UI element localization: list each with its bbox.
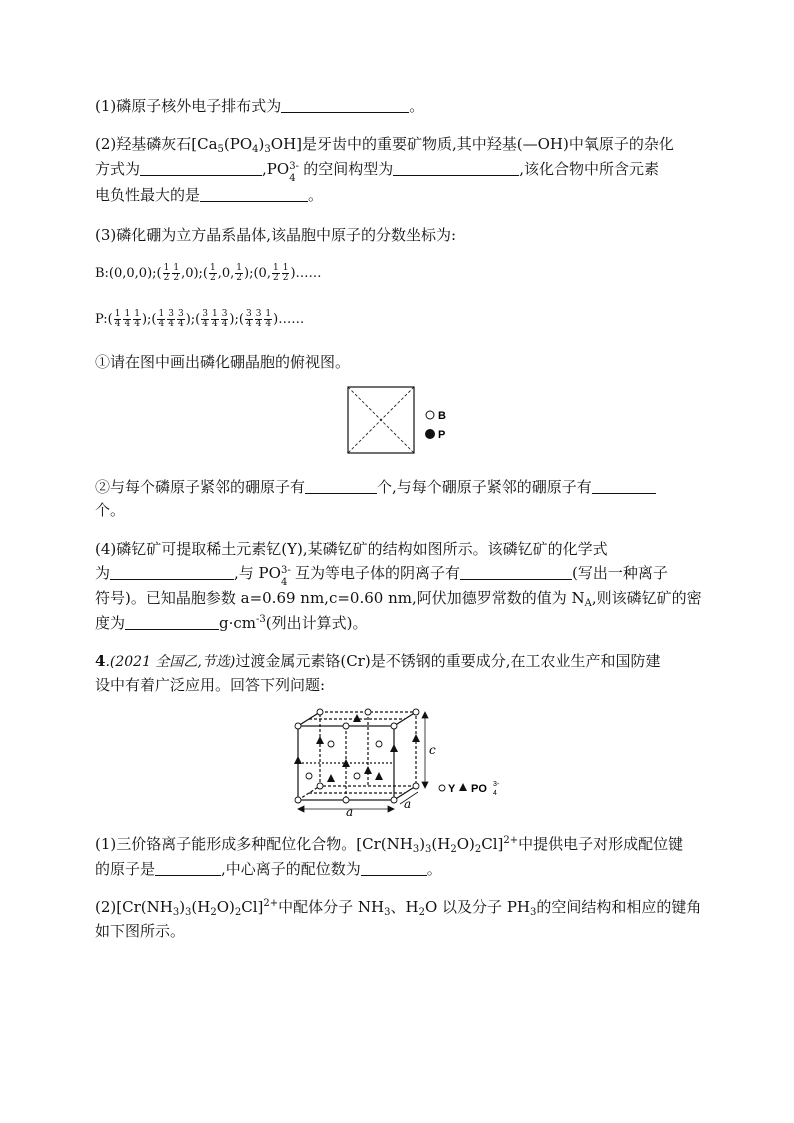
problem-source: .(2021 全国乙,节选) [105,654,236,670]
legend-b: B [438,410,446,422]
q4-line2: 为 ,与 PO 3- 4 互为等电子体的阴离子有 (写出一种离子 [95,564,668,588]
legend-y: Y [448,783,456,795]
label-c: c [429,743,436,757]
top-view-diagram [345,384,455,458]
answer-blank[interactable] [125,615,219,630]
p1-line1: (1)三价铬离子能形成多种配位化合物。$[Cr(NH_3)_3(H_2O)_2Cl]^{2+}$中提供电子对形成配位键 [95,835,684,855]
answer-blank[interactable] [200,187,308,202]
p1-line2: 的原子是 ,中心离子的配位数为 。 [95,860,442,878]
p2-line2: 如下图所示。 [95,922,186,940]
svg-text:4: 4 [493,790,497,797]
legend-po4: PO [471,783,487,795]
answer-blank[interactable] [281,98,409,113]
po4-legend-icon [459,783,467,791]
answer-blank[interactable] [140,161,262,176]
legend-p: P [438,429,446,441]
phosphorus-legend-icon [425,429,435,439]
label-a: a [346,805,354,816]
answer-blank[interactable] [361,861,427,876]
q3-sub2-line2: 个。 [95,501,126,519]
q3-p-coords: P:( $\frac{1}{4}$ $\frac{1}{4}$ $\frac{1}{4}$ );( $\frac{1}{4}$ $\frac{3}{4}$ $\frac{3}{4}$ );( $\frac{3}{4}$ $\frac{1}{4}$ $\frac{3}{4}$ );( $\frac{3}{4}$ $\frac{3}{4}$ $\frac{1}{4}$ )…… [95,309,305,329]
q3-sub1: ①请在图中画出磷化硼晶胞的俯视图。 [95,353,351,371]
q2-line2: 方式为 ,PO 3- 4 的空间构型为 ,该化合物中所含元素 [95,160,659,184]
q4-line3: 符号)。已知晶胞参数 a=0.69 nm,c=0.60 nm,阿伏加德罗常数的值为 $N_A$,则该磷钇矿的密 [95,589,702,609]
svg-text:3-: 3- [493,781,500,788]
q3-b-coords: B:(0,0,0);( $\frac{1}{2}$ $\frac{1}{2}$ ,0);( $\frac{1}{2}$ ,0, $\frac{1}{2}$ );(0, $\frac{1}{2}$ $\frac{1}{2}$ )…… [95,263,322,283]
q2-line1: (2)羟基磷灰石$[Ca_5(PO_4)_3OH]$是牙齿中的重要矿物质,其中羟基(—OH)中氧原子的杂化 [95,135,674,155]
q4-line1: (4)磷钇矿可提取稀土元素钇(Y),某磷钇矿的结构如图所示。该磷钇矿的化学式 [95,540,608,558]
p2-line1: $(2)[Cr(NH_3)_3(H_2O)_2Cl]^{2+}$中配体分子 $NH_3$、$H_2O$ 以及分子 $PH_3$的空间结构和相应的键角 [95,898,702,918]
problem-number: 4 [95,652,106,670]
diagonal-line [348,387,414,453]
answer-blank[interactable] [460,565,572,580]
y-legend-icon [439,785,445,791]
problem4-line1: 4.(2021 全国乙,节选)过渡金属元素铬(Cr)是不锈钢的重要成分,在工农业生产和国防建 [95,652,661,670]
crystal-structure-diagram [290,704,510,816]
q3-intro: (3)磷化硼为立方晶系晶体,该晶胞中原子的分数坐标为: [95,226,457,244]
problem4-line2: 设中有着广泛应用。回答下列问题: [95,676,326,694]
q2-line3: 电负性最大的是 。 [95,186,324,204]
answer-blank[interactable] [393,161,519,176]
answer-blank[interactable] [305,479,377,494]
q4-line4: 度为 $g\cdot cm^{-3}$(列出计算式)。 [95,614,368,632]
q1-line: (1)磷原子核外电子排布式为 。 [95,97,425,115]
q1-text: (1)磷原子核外电子排布式为 [95,97,282,115]
q3-sub2-line: ②与每个磷原子紧邻的硼原子有 个,与每个硼原子紧邻的硼原子有 [95,477,656,497]
label-a: a [404,797,412,811]
answer-blank[interactable] [155,861,221,876]
ion-charge: 3- 4 [289,161,299,184]
answer-blank[interactable] [592,479,656,494]
answer-blank[interactable] [110,565,234,580]
boron-legend-icon [426,411,434,419]
